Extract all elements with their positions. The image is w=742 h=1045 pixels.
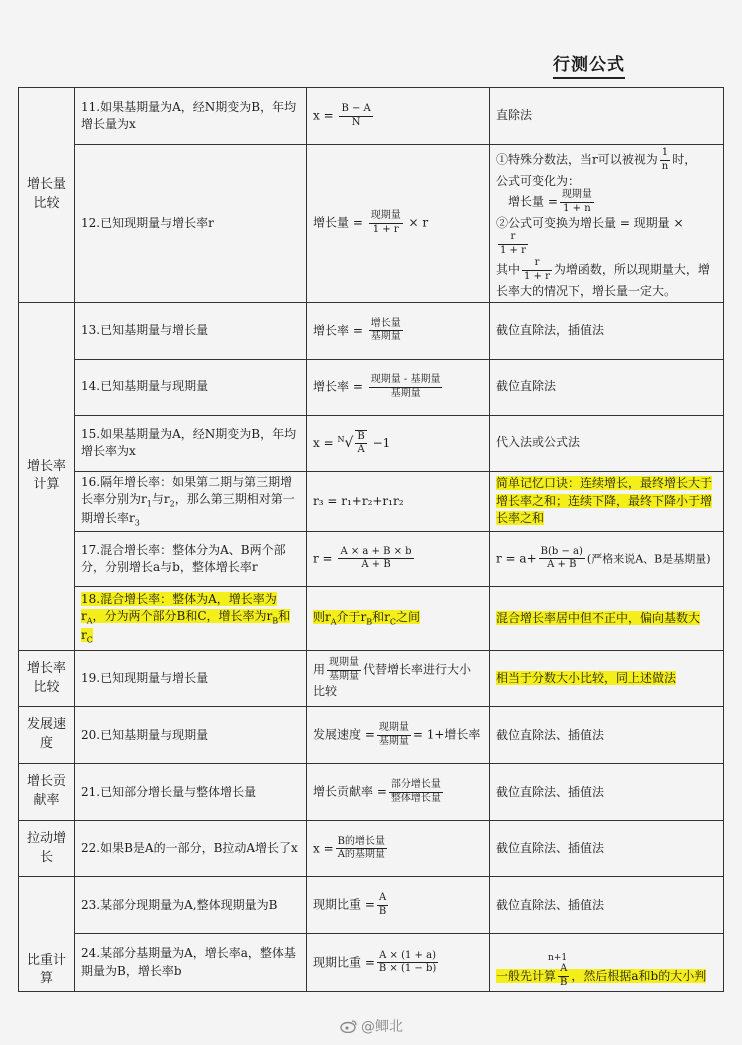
table-row (19, 586, 724, 650)
condition-cell: 17.混合增长率：整体分为A、B两个部分，分别增长a与b，整体增长率r (75, 531, 307, 586)
fraction: $\frac{\text{现期量}}{1 + r}$ (370, 210, 401, 235)
table-row (19, 88, 724, 145)
formula-cell: 发展速度 = $\frac{\text{现期量}}{\text{基期量}}$ = 1+增长率 (307, 707, 490, 764)
formula-cell: x = $\frac{B - A}{N}$ (307, 88, 490, 145)
weibo-icon (340, 1019, 358, 1033)
table-row (19, 651, 724, 707)
condition-cell: 20.已知基期量与现期量 (75, 707, 307, 764)
method-cell: r = a+ $\frac{B(b - a)}{A + B}$ (严格来说A、B是基期量) (490, 531, 724, 586)
condition-cell: 16.隔年增长率：如果第二期与第三期增长率分别为$r_1$与$r_2$，那么第三期相对第一期增长率$r_3$ (75, 471, 307, 531)
formula-cell: 用 $\frac{\text{现期量}}{\text{基期量}}$ 代替增长率进行大小比较 (307, 651, 490, 707)
condition-cell: 11.如果基期量为A，经N期变为B，年均增长量为x (75, 88, 307, 145)
formula-cell: x = $^N$√ $\frac{B}{A}$ −1 (307, 415, 490, 471)
method-cell: 直除法 (490, 88, 724, 145)
formula-cell: 现期比重 = $\frac{A \times (1 + a)}{B \times (1 - b)}$ (307, 934, 490, 992)
method-cell: 混合增长率居中但不正中，偏向基数大 (490, 586, 724, 650)
formula-cell: 增长率 = $\frac{\text{现期量 - 基期量}}{\text{基期量}}$ (307, 359, 490, 415)
method-cell: n+1 一般先计算 $\frac{A}{B}$ ，然后根据a和b的大小判 (490, 934, 724, 992)
condition-cell: 21.已知部分增长量与整体增长量 (75, 764, 307, 821)
formula-cell: 增长率 = $\frac{\text{增长量}}{\text{基期量}}$ (307, 302, 490, 359)
formula-cell: r = $\frac{A \times a + B \times b}{A + B}$ (307, 531, 490, 586)
condition-cell: 18.混合增长率：整体为A，增长率为$r_A$，分为两个部分B和C，增长率为$r_B$和$r_C$ (75, 586, 307, 650)
method-cell: 截位直除法、插值法 (490, 764, 724, 821)
formula-cell: x = $\frac{\text{B的增长量}}{\text{A的基期量}}$ (307, 821, 490, 877)
table-row (19, 821, 724, 877)
page-title: 行测公式 (553, 50, 625, 79)
category-cell: 增长贡献率 (19, 764, 75, 821)
method-cell: 截位直除法，插值法 (490, 302, 724, 359)
table-row (19, 764, 724, 821)
formula-cell: 现期比重 = $\frac{A}{B}$ (307, 877, 490, 934)
category-cell: 增长率比较 (19, 651, 75, 707)
condition-cell: 15.如果基期量为A，经N期变为B，年均增长率为x (75, 415, 307, 471)
condition-cell: 13.已知基期量与增长量 (75, 302, 307, 359)
condition-cell: 14.已知基期量与现期量 (75, 359, 307, 415)
table-row (19, 145, 724, 303)
condition-cell: 19.已知现期量与增长量 (75, 651, 307, 707)
method-cell: 截位直除法、插值法 (490, 707, 724, 764)
condition-cell: 24.某部分基期量为A，增长率a，整体基期量为B，增长率b (75, 934, 307, 992)
table-row (19, 471, 724, 531)
method-cell: 相当于分数大小比较，同上述做法 (490, 651, 724, 707)
table-row (19, 877, 724, 934)
condition-cell: 22.如果B是A的一部分，B拉动A增长了x (75, 821, 307, 877)
table-row (19, 934, 724, 992)
method-cell: 截位直除法、插值法 (490, 877, 724, 934)
condition-cell: 12.已知现期量与增长率r (75, 145, 307, 303)
method-cell: 简单记忆口诀：连续增长，最终增长大于增长率之和；连续下降，最终下降小于增长率之和 (490, 471, 724, 531)
condition-cell: 23.某部分现期量为A,整体现期量为B (75, 877, 307, 934)
method-cell: 截位直除法 (490, 359, 724, 415)
category-cell: 增长量比较 (19, 88, 75, 303)
method-cell: 代入法或公式法 (490, 415, 724, 471)
table-row (19, 531, 724, 586)
formula-cell: r₃ = r₁+r₂+r₁r₂ (307, 471, 490, 531)
formula-cell: 增长贡献率 = $\frac{\text{部分增长量}}{\text{整体增长量}}$ (307, 764, 490, 821)
method-cell: ①特殊分数法，当r可以被视为 $\frac{1}{n}$ 时， 公式可变化为： 增长量 = $\frac{\text{现期量}}{1 + n}$ ②公式可变换为增长量 = 现期量 × $\frac{r}{1 + r}$ 其中 $\frac{r}{1 + r}$ 为增函数，所以现期量大，增 长率大的情况下，增长量一定大。 (490, 145, 724, 303)
category-cell: 增长率计算 (19, 302, 75, 651)
table-row (19, 359, 724, 415)
fraction: $\frac{B - A}{N}$ (341, 103, 371, 128)
formula-cell: 增长量 = $\frac{\text{现期量}}{1 + r}$ × r (307, 145, 490, 303)
formula-cell: 则$r_A$介于$r_B$和$r_C$之间 (307, 586, 490, 650)
method-cell: 截位直除法、插值法 (490, 821, 724, 877)
table-row (19, 415, 724, 471)
category-cell: 拉动增长 (19, 821, 75, 877)
category-cell: 发展速度 (19, 707, 75, 764)
category-cell: 比重计算 (19, 877, 75, 992)
formula-table (18, 87, 724, 992)
table-row (19, 707, 724, 764)
table-row (19, 302, 724, 359)
watermark: @鲫北 (340, 1016, 403, 1036)
